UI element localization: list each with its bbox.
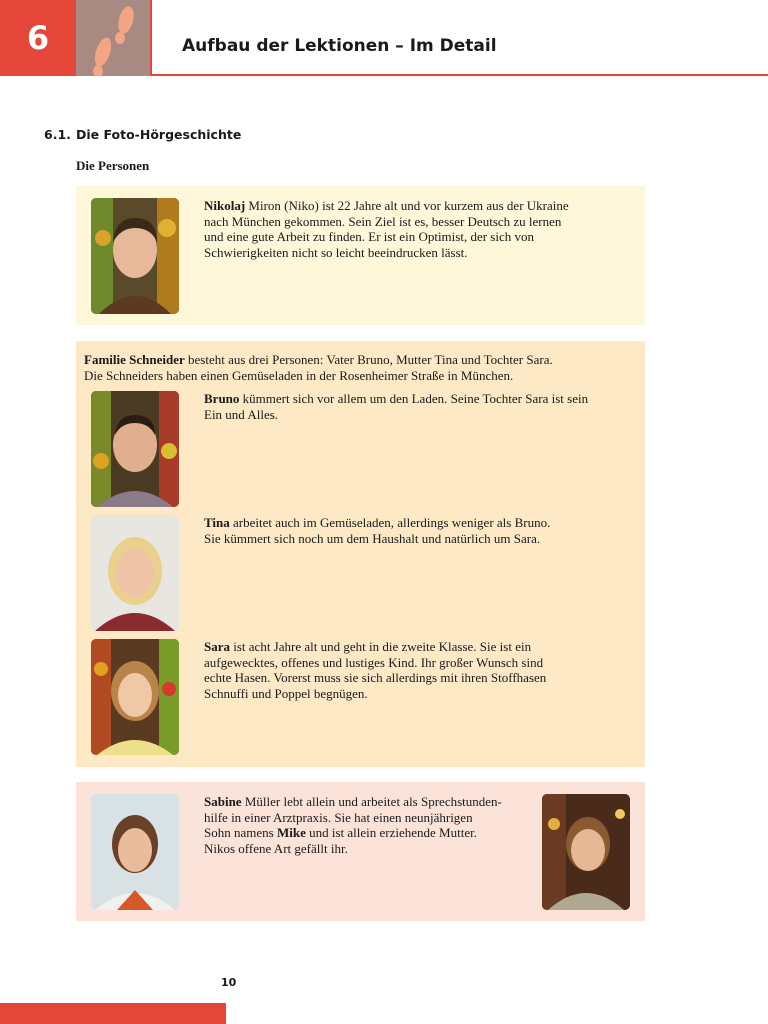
text-line: Ein und Alles. (204, 406, 279, 422)
header-divider-vertical (150, 0, 152, 76)
text-line: aufgewecktes, offenes und lustiges Kind. Ihr großer Wunsch sind (204, 654, 544, 670)
text-line: und eine gute Arbeit zu finden. Er ist ein Optimist, der sich von (204, 229, 534, 244)
subsection-heading: Die Personen (76, 158, 150, 173)
text-bruno (204, 391, 588, 422)
photo-sabine (91, 794, 179, 910)
text-nikolaj (204, 198, 569, 260)
name-nikolaj: Nikolaj (204, 198, 246, 213)
header-divider (150, 74, 768, 76)
section-title: Die Foto-Hörgeschichte (76, 127, 242, 142)
text-line: Die Schneiders haben einen Gemüseladen in der Rosenheimer Straße in München. (84, 367, 514, 383)
name-sabine: Sabine (204, 794, 242, 809)
chapter-number-badge (0, 0, 76, 76)
text-line: echte Hasen. Vorerst muss sie sich allerdings mit ihren Stoffhasen (204, 670, 547, 685)
section-number: 6.1. (44, 127, 71, 142)
panel-nikolaj (76, 186, 645, 325)
text-line: kümmert sich vor allem um den Laden. Seine Tochter Sara ist sein (239, 391, 589, 406)
photo-mike (542, 794, 630, 910)
text-sabine (204, 794, 502, 856)
text-line: Müller lebt allein und arbeitet als Sprechstunden- (241, 794, 502, 809)
photo-tina (91, 515, 179, 631)
text-family (84, 352, 553, 383)
photo-nikolaj (91, 198, 179, 314)
photo-bruno (91, 391, 179, 507)
name-mike: Mike (276, 825, 306, 840)
name-bruno: Bruno (204, 391, 240, 406)
name-family: Familie Schneider (84, 352, 185, 367)
page-number: 10 (221, 976, 237, 989)
panel-sabine (76, 782, 645, 921)
text-line: Miron (Niko) ist 22 Jahre alt und vor kurzem aus der Ukraine (245, 198, 569, 213)
section-heading (44, 127, 241, 142)
text-tina (204, 515, 550, 546)
photo-sara (91, 639, 179, 755)
name-sara: Sara (204, 639, 230, 654)
chapter-number: 6 (26, 19, 50, 57)
panel-family-schneider (76, 341, 645, 767)
text-line: arbeitet auch im Gemüseladen, allerdings weniger als Bruno. (229, 515, 551, 530)
text-line: besteht aus drei Personen: Vater Bruno, Mutter Tina und Tochter Sara. (184, 352, 553, 367)
footer-bar (0, 1003, 226, 1024)
text-line: ist acht Jahre alt und geht in die zweite Klasse. Sie ist ein (230, 639, 532, 654)
text-sara (204, 639, 546, 701)
text-line: Schwierigkeiten nicht so leicht beeindrucken lässt. (204, 244, 468, 260)
page-title: Aufbau der Lektionen – Im Detail (182, 36, 497, 56)
text-line: nach München gekommen. Sein Ziel ist es, besser Deutsch zu lernen (204, 213, 562, 229)
footprints-icon (76, 0, 150, 76)
text-line: Schnuffi und Poppel begnügen. (204, 685, 368, 701)
text-line: Sie kümmert sich noch um dem Haushalt und natürlich um Sara. (204, 530, 541, 546)
name-tina: Tina (204, 515, 230, 530)
text-line: Sohn namens Mike und ist allein erziehende Mutter. (204, 825, 477, 840)
text-line: hilfe in einer Arztpraxis. Sie hat einen neunjährigen (204, 809, 473, 825)
text-line: Nikos offene Art gefällt ihr. (204, 840, 348, 856)
